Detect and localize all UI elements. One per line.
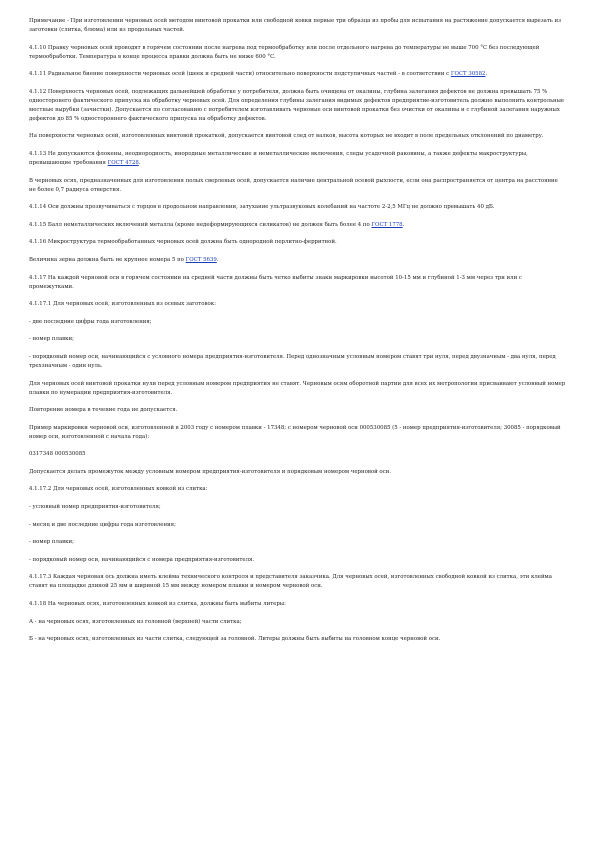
list-item-letter-b: Б - на черновых осях, изготовленных из части слитка, следующей за головной. Литеры должны быть выбиты на головном конце черновой оси.: [29, 636, 441, 643]
paragraph-4-1-17-3: 4.1.17.3 Каждая черновая ось должна иметь клейма технического контроля и представителя заказчика. Для черновых осей, изготовленных свободной ковкой из слитка, эти клейма ставят на площадке длиной 25 мм и шириной 15 мм между номером плавки и номером черновой оси.: [29, 574, 552, 590]
paragraph-4-1-15: 4.1.15 Балл неметаллических включений металла (кроме недеформирующихся силикатов) не должен быть более 4 по ГОСТ 1778.: [29, 221, 405, 228]
paragraph-4-1-18: 4.1.18 На черновых осях, изготовленных ковкой из слитка, должны быть выбиты литеры:: [29, 601, 286, 608]
paragraph-screw-rolling-zeros: Для черновых осей винтовой прокатки нули перед условным номером предприятия не ставят. Черновым осям оборотной партии для всех их метропологии присваивают условный номер плавки по нумерации предприятия-изготовителя.: [29, 380, 566, 396]
paragraph-4-1-13: 4.1.13 Не допускаются флокены, неоднородность, инородные металлические и неметаллические включения, следы усадочной раковины, а также дефекты макроструктуры, превышающие требования ГОСТ 4728.: [29, 150, 528, 166]
paragraph-no-repeat: Повторение номера в течение года не допускается.: [29, 407, 178, 414]
paragraph-example-code: 0317348 000530085: [29, 451, 86, 458]
paragraph-4-1-17: 4.1.17 На каждой черновой оси в горячем состоянии на средней части должны быть четко выбиты знаки маркировки высотой 10-15 мм и глубиной 1-3 мм через три или с промежутками.: [29, 274, 522, 290]
paragraph-4-1-10: 4.1.10 Правку черновых осей проводят в горячем состоянии после нагрева под термообработку или после отдельного нагрева до температуры не выше 700 °C без последующей термообработки. Температура в конце процесса правки должна быть не ниже 600 °C.: [29, 44, 540, 60]
link-gost-1778[interactable]: ГОСТ 1778: [371, 221, 403, 228]
link-gost-4728[interactable]: ГОСТ 4728: [107, 159, 139, 166]
paragraph-4-1-16: 4.1.16 Микроструктура термообработанных черновых осей должна быть однородной перлитно-ферритной.: [29, 239, 337, 246]
paragraph-4-1-17-1: 4.1.17.1 Для черновых осей, изготовленных из осевых заготовок:: [29, 301, 216, 308]
paragraph-4-1-11: 4.1.11 Радиальное биение поверхности черновых осей (шеек и средней части) относительно поверхности подступичных частей - в соответствии с ГОСТ 30582.: [29, 71, 488, 78]
list-item-serial: - порядковый номер оси, начинающийся с условного номера предприятия-изготовителя. Перед однозначным условным номером ставят три нуля, перед двузначным - два нуля, перед трехзначным - один нуль.: [29, 353, 556, 369]
paragraph-4-1-17-2: 4.1.17.2 Для черновых осей, изготовленных ковкой из слитка:: [29, 486, 208, 493]
list-item-plant: - условный номер предприятия-изготовителя;: [29, 504, 161, 511]
paragraph-grain-size: Величина зерна должна быть не крупнее номера 5 по ГОСТ 5639.: [29, 256, 219, 263]
list-item-year: - две последние цифры года изготовления;: [29, 318, 152, 325]
link-gost-30582[interactable]: ГОСТ 30582: [450, 71, 486, 78]
paragraph-4-1-14: 4.1.14 Оси должны прозвучиваться с торцов в продольном направлении, затухание ультразвуковых колебаний на частоте 2-2,5 МГц не должно превышать 40 дБ.: [29, 204, 495, 211]
paragraph-gap-allowed: Допускается делать промежуток между условным номером предприятия-изготовителя и порядковым номером черновой оси.: [29, 468, 391, 475]
list-item-melt-2: - номер плавки;: [29, 539, 74, 546]
list-item-month-year: - месяц и две последние цифры года изготовления;: [29, 521, 176, 528]
paragraph-example: Пример маркировки черновой оси, изготовленной в 2003 году с номером плавки - 17348; с номером черновой оси 000530085 (5 - номер предприятия-изготовителя; 30085 - порядковый номер оси, изготовленной с начала года):: [29, 424, 561, 440]
paragraph-screw-trace: На поверхности черновых осей, изготовленных винтовой прокаткой, допускается винтовой след от валков, высота которых не входит в поле предельных отклонений по диаметру.: [29, 133, 544, 140]
list-item-serial-2: - порядковый номер оси, начинающийся с номера предприятия-изготовителя.: [29, 556, 255, 563]
paragraph-note: Примечание - При изготовлении черновых осей методом винтовой прокатки или свободной ковки первые три образца из пробы для испытания на растяжение допускается вырезать из заготовки (слитка, блюма) или из продольных частей.: [29, 18, 562, 33]
paragraph-4-1-12: 4.1.12 Поверхность черновых осей, подлежащих дальнейшей обработке у потребителя, должна быть очищена от окалины, глубина залегания дефектов не должна превышать 75 % односторонего фактического припуска на обработку черновых осей. Для определения глубины залегания видимых дефектов предприятие-изготовитель должно выполнить контрольные местные вырубки (зачистки). Допускается по согласованию с потребителем изготавливать черновые оси винтовой прокатки без очистки от окалины и с глубиной залегания наружных дефектов до 85 % одностороннего фактического припуска на обработку дефектов.: [29, 88, 565, 122]
link-gost-5639[interactable]: ГОСТ 5639: [185, 256, 217, 263]
list-item-melt: - номер плавки;: [29, 336, 74, 343]
list-item-letter-a: А - на черновых осях, изготовленных из головной (верхней) части слитка;: [29, 618, 242, 625]
paragraph-hollow-axles: В черновых осях, предназначенных для изготовления полых сверленых осей, допускается наличие центральной осевой рыхлости, если она распространяется от центра на расстояние не более 0,7 радиуса отверстия.: [29, 177, 558, 193]
